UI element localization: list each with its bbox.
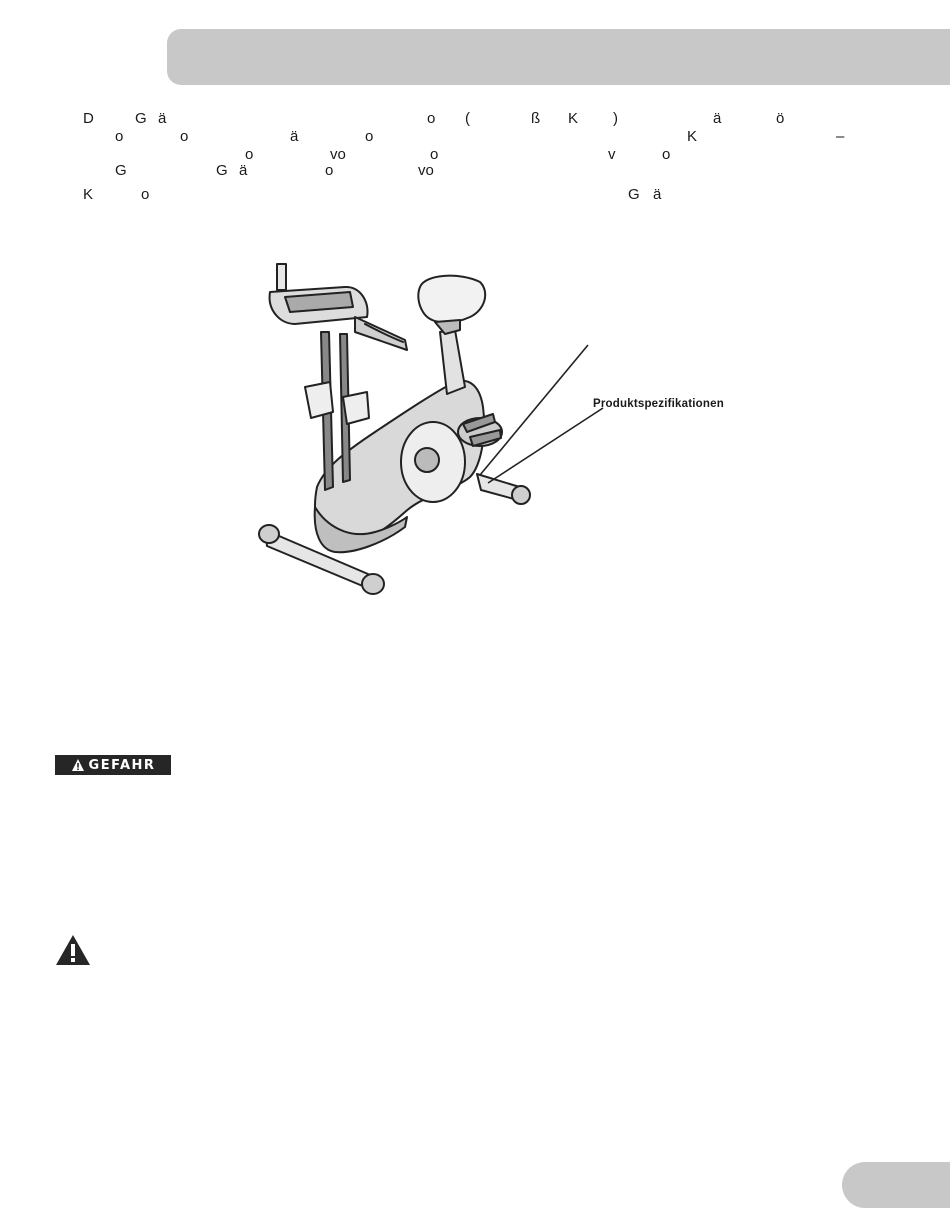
danger-badge — [55, 755, 171, 775]
text-fragment: ä — [158, 110, 167, 127]
text-fragment: o — [141, 186, 150, 203]
text-fragment: K — [687, 128, 698, 145]
text-fragment: ä — [290, 128, 299, 145]
text-fragment: vo — [418, 162, 434, 179]
text-fragment: o — [115, 128, 124, 145]
text-fragment: v — [608, 146, 616, 163]
text-fragment: G — [628, 186, 640, 203]
text-fragment: ) — [613, 110, 618, 127]
page-number-tab — [842, 1162, 950, 1208]
text-fragment: o — [430, 146, 439, 163]
text-fragment: ä — [713, 110, 722, 127]
text-fragment: K — [83, 186, 94, 203]
text-fragment: vo — [330, 146, 346, 163]
text-fragment: ä — [653, 186, 662, 203]
warning-triangle-icon — [55, 934, 91, 966]
section-header-bar — [167, 29, 950, 85]
text-fragment: o — [427, 110, 436, 127]
text-fragment: G — [216, 162, 228, 179]
text-fragment: D — [83, 110, 94, 127]
text-fragment: o — [325, 162, 334, 179]
text-fragment: o — [365, 128, 374, 145]
text-fragment: o — [245, 146, 254, 163]
text-fragment: ( — [465, 110, 470, 127]
text-fragment: – — [836, 128, 845, 145]
callout-leader-lines — [470, 335, 610, 485]
callout-label-product-specs: Produktspezifikationen — [593, 398, 724, 410]
warning-triangle-icon — [71, 758, 85, 772]
text-fragment: o — [662, 146, 671, 163]
text-fragment: o — [180, 128, 189, 145]
text-fragment: ß — [531, 110, 541, 127]
text-fragment: K — [568, 110, 579, 127]
text-fragment: ä — [239, 162, 248, 179]
danger-label: GEFAHR — [88, 757, 156, 773]
text-fragment: ö — [776, 110, 785, 127]
text-fragment: G — [115, 162, 127, 179]
text-fragment: G — [135, 110, 147, 127]
